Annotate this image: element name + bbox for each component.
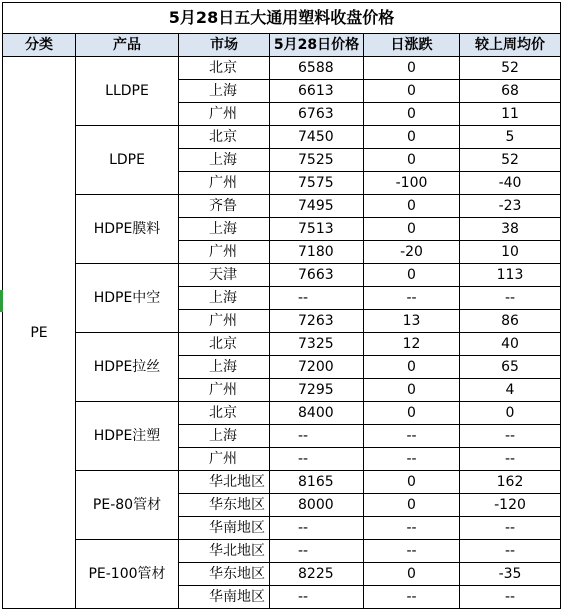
market-cell[interactable]: 上海 — [179, 218, 270, 241]
daily-change-cell[interactable]: 0 — [364, 149, 460, 172]
market-cell[interactable]: 广州 — [179, 103, 270, 126]
product-cell[interactable]: LDPE — [76, 126, 179, 195]
daily-change-cell[interactable]: -- — [364, 287, 460, 310]
header-category[interactable]: 分类 — [3, 34, 76, 57]
daily-change-cell[interactable]: 0 — [364, 195, 460, 218]
price-cell[interactable]: 6763 — [270, 103, 364, 126]
daily-change-cell[interactable]: -20 — [364, 241, 460, 264]
weekly-change-cell[interactable]: 11 — [460, 103, 561, 126]
weekly-change-cell[interactable]: 68 — [460, 80, 561, 103]
weekly-change-cell[interactable]: -- — [460, 425, 561, 448]
market-cell[interactable]: 华北地区 — [179, 471, 270, 494]
weekly-change-cell[interactable]: -- — [460, 517, 561, 540]
daily-change-cell[interactable]: -- — [364, 586, 460, 609]
daily-change-cell[interactable]: -- — [364, 425, 460, 448]
weekly-change-cell[interactable]: 52 — [460, 149, 561, 172]
market-cell[interactable]: 广州 — [179, 379, 270, 402]
market-cell[interactable]: 北京 — [179, 402, 270, 425]
price-cell[interactable]: -- — [270, 425, 364, 448]
price-cell[interactable]: -- — [270, 540, 364, 563]
spreadsheet-sheet — [0, 2, 562, 615]
daily-change-cell[interactable]: 0 — [364, 103, 460, 126]
weekly-change-cell[interactable]: -- — [460, 540, 561, 563]
daily-change-cell[interactable]: -- — [364, 448, 460, 471]
weekly-change-cell[interactable]: 5 — [460, 126, 561, 149]
table-row — [3, 471, 561, 494]
product-cell[interactable]: HDPE中空 — [76, 264, 179, 333]
header-market[interactable]: 市场 — [179, 34, 270, 57]
weekly-change-cell[interactable]: 0 — [460, 402, 561, 425]
price-cell[interactable]: 6613 — [270, 80, 364, 103]
market-cell[interactable]: 北京 — [179, 333, 270, 356]
daily-change-cell[interactable]: 0 — [364, 264, 460, 287]
price-cell[interactable]: 7180 — [270, 241, 364, 264]
price-cell[interactable]: -- — [270, 287, 364, 310]
market-cell[interactable]: 北京 — [179, 57, 270, 80]
market-cell[interactable]: 广州 — [179, 241, 270, 264]
header-product[interactable]: 产品 — [76, 34, 179, 57]
daily-change-cell[interactable]: 0 — [364, 563, 460, 586]
weekly-change-cell[interactable]: 86 — [460, 310, 561, 333]
market-cell[interactable]: 广州 — [179, 448, 270, 471]
price-cell[interactable]: -- — [270, 448, 364, 471]
table-row — [3, 57, 561, 80]
market-cell[interactable]: 上海 — [179, 287, 270, 310]
price-cell[interactable]: 7450 — [270, 126, 364, 149]
daily-change-cell[interactable]: 0 — [364, 494, 460, 517]
market-cell[interactable]: 上海 — [179, 149, 270, 172]
price-cell[interactable]: 7663 — [270, 264, 364, 287]
price-cell[interactable]: 7525 — [270, 149, 364, 172]
market-cell[interactable]: 广州 — [179, 310, 270, 333]
market-cell[interactable]: 华东地区 — [179, 563, 270, 586]
table-row — [3, 333, 561, 356]
price-cell[interactable]: 7200 — [270, 356, 364, 379]
price-cell[interactable]: -- — [270, 517, 364, 540]
price-cell[interactable]: 8400 — [270, 402, 364, 425]
category-cell[interactable]: PE — [3, 57, 76, 609]
weekly-change-cell[interactable]: 10 — [460, 241, 561, 264]
product-cell[interactable]: HDPE膜料 — [76, 195, 179, 264]
daily-change-cell[interactable]: -100 — [364, 172, 460, 195]
market-cell[interactable]: 天津 — [179, 264, 270, 287]
daily-change-cell[interactable]: 0 — [364, 218, 460, 241]
market-cell[interactable]: 北京 — [179, 126, 270, 149]
table-row — [3, 540, 561, 563]
product-cell[interactable]: HDPE注塑 — [76, 402, 179, 471]
daily-change-cell[interactable]: 0 — [364, 356, 460, 379]
weekly-change-cell[interactable]: -35 — [460, 563, 561, 586]
header-daily-change[interactable]: 日涨跌 — [364, 34, 460, 57]
weekly-change-cell[interactable]: -- — [460, 586, 561, 609]
price-cell[interactable]: 7295 — [270, 379, 364, 402]
daily-change-cell[interactable]: 0 — [364, 379, 460, 402]
weekly-change-cell[interactable]: 38 — [460, 218, 561, 241]
weekly-change-cell[interactable]: 113 — [460, 264, 561, 287]
daily-change-cell[interactable]: 0 — [364, 126, 460, 149]
weekly-change-cell[interactable]: 52 — [460, 57, 561, 80]
market-cell[interactable]: 齐鲁 — [179, 195, 270, 218]
market-cell[interactable]: 上海 — [179, 80, 270, 103]
row-selection-marker — [0, 290, 3, 312]
price-cell[interactable]: 6588 — [270, 57, 364, 80]
daily-change-cell[interactable]: 0 — [364, 402, 460, 425]
table-row — [3, 402, 561, 425]
daily-change-cell[interactable]: 0 — [364, 471, 460, 494]
header-price[interactable]: 5月28日价格 — [270, 34, 364, 57]
weekly-change-cell[interactable]: -- — [460, 448, 561, 471]
title-row — [3, 3, 561, 34]
market-cell[interactable]: 华南地区 — [179, 517, 270, 540]
market-cell[interactable]: 华东地区 — [179, 494, 270, 517]
weekly-change-cell[interactable]: -23 — [460, 195, 561, 218]
market-cell[interactable]: 华南地区 — [179, 586, 270, 609]
daily-change-cell[interactable]: 13 — [364, 310, 460, 333]
weekly-change-cell[interactable]: 65 — [460, 356, 561, 379]
price-cell[interactable]: 8000 — [270, 494, 364, 517]
price-cell[interactable]: 7575 — [270, 172, 364, 195]
table-row — [3, 195, 561, 218]
market-cell[interactable]: 广州 — [179, 172, 270, 195]
weekly-change-cell[interactable]: 4 — [460, 379, 561, 402]
price-cell[interactable]: 7263 — [270, 310, 364, 333]
weekly-change-cell[interactable]: -120 — [460, 494, 561, 517]
market-cell[interactable]: 华北地区 — [179, 540, 270, 563]
price-table — [2, 2, 561, 609]
price-cell[interactable]: -- — [270, 586, 364, 609]
weekly-change-cell[interactable]: -- — [460, 287, 561, 310]
daily-change-cell[interactable]: 12 — [364, 333, 460, 356]
table-row — [3, 264, 561, 287]
daily-change-cell[interactable]: -- — [364, 540, 460, 563]
table-body — [3, 3, 561, 609]
table-row — [3, 126, 561, 149]
product-cell[interactable]: HDPE拉丝 — [76, 333, 179, 402]
header-weekly-change[interactable]: 较上周均价 — [460, 34, 561, 57]
weekly-change-cell[interactable]: 40 — [460, 333, 561, 356]
product-cell[interactable]: LLDPE — [76, 57, 179, 126]
price-cell[interactable]: 7495 — [270, 195, 364, 218]
daily-change-cell[interactable]: 0 — [364, 80, 460, 103]
weekly-change-cell[interactable]: -40 — [460, 172, 561, 195]
market-cell[interactable]: 上海 — [179, 425, 270, 448]
product-cell[interactable]: PE-80管材 — [76, 471, 179, 540]
market-cell[interactable]: 上海 — [179, 356, 270, 379]
price-cell[interactable]: 7513 — [270, 218, 364, 241]
weekly-change-cell[interactable]: 162 — [460, 471, 561, 494]
price-cell[interactable]: 7325 — [270, 333, 364, 356]
table-title[interactable]: 5月28日五大通用塑料收盘价格 — [3, 3, 561, 34]
price-cell[interactable]: 8165 — [270, 471, 364, 494]
price-cell[interactable]: 8225 — [270, 563, 364, 586]
daily-change-cell[interactable]: 0 — [364, 57, 460, 80]
daily-change-cell[interactable]: -- — [364, 517, 460, 540]
product-cell[interactable]: PE-100管材 — [76, 540, 179, 609]
header-row — [3, 34, 561, 57]
